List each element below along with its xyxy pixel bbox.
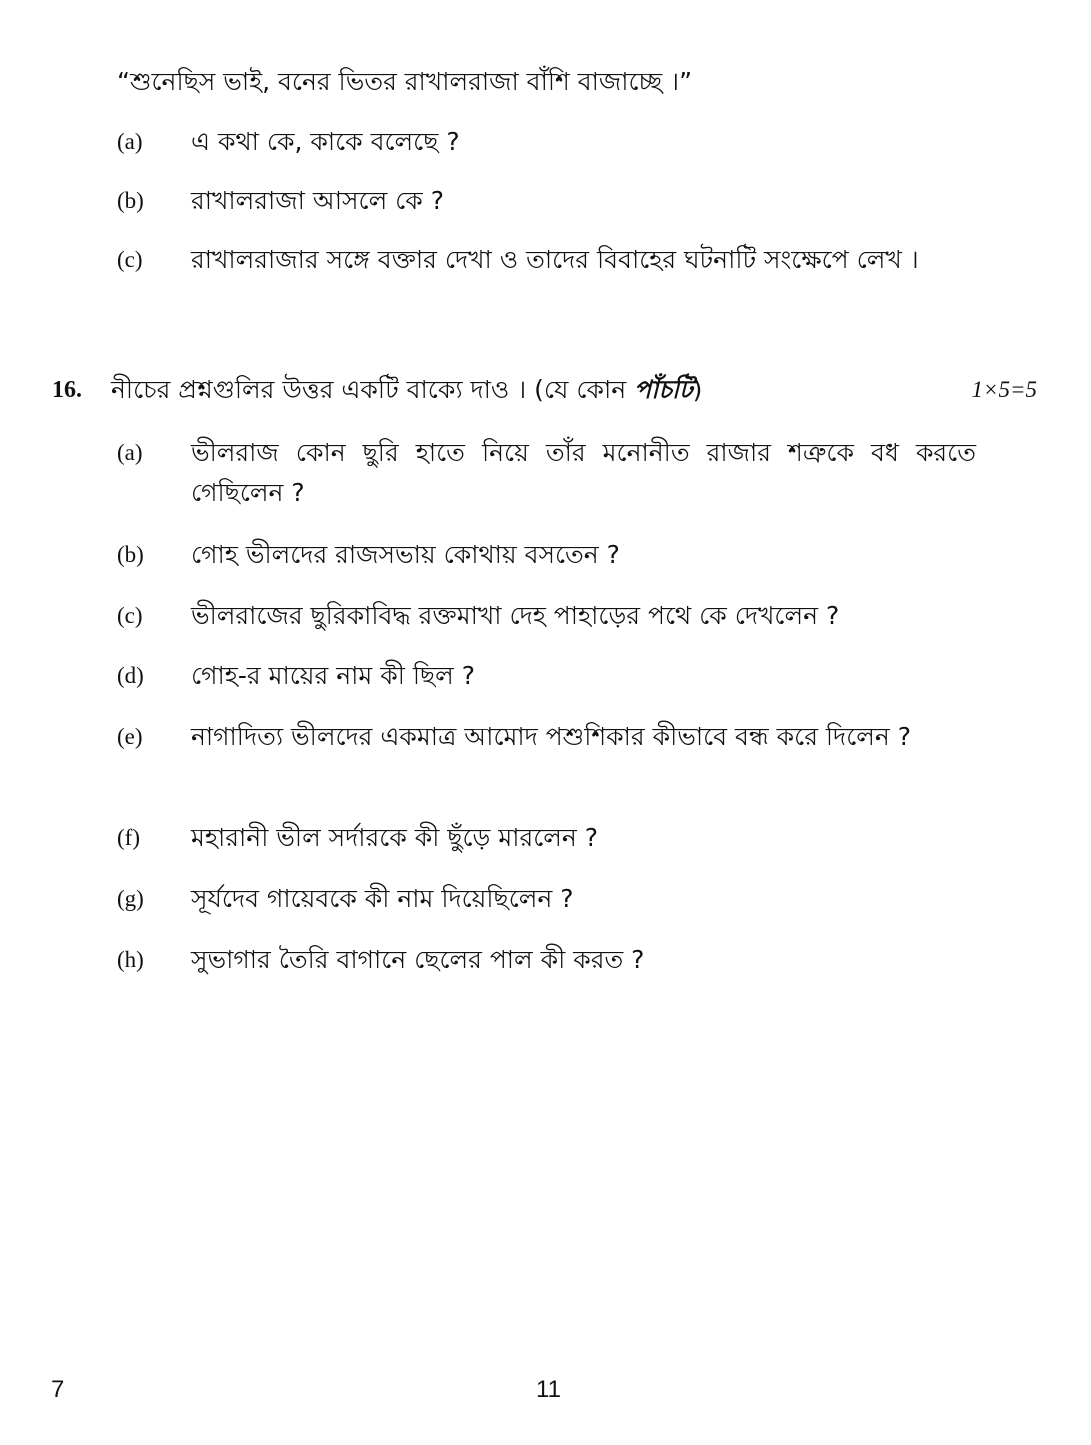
item-label: (c) — [117, 247, 143, 272]
item-text: সুভাগার তৈরি বাগানে ছেলের পাল কী করত ? — [191, 945, 645, 974]
item-label: (d) — [117, 663, 144, 688]
item-text: মহারানী ভীল সর্দারকে কী ছুঁড়ে মারলেন ? — [191, 823, 599, 852]
item-text: এ কথা কে, কাকে বলেছে ? — [191, 127, 460, 156]
instruction-close: ) — [692, 375, 703, 404]
item-label: (c) — [117, 603, 143, 628]
item-label: (f) — [117, 825, 140, 850]
item-text: ভীলরাজের ছুরিকাবিদ্ধ রক্তমাখা দেহ পাহাড়ের পথে কে দেখলেন ? — [191, 601, 840, 630]
paper-code: 7 — [51, 1376, 65, 1403]
item-text: গোহ ভীলদের রাজসভায় কোথায় বসতেন ? — [191, 540, 620, 569]
item-label: (b) — [117, 188, 144, 213]
page-number: 11 — [536, 1376, 561, 1403]
item-text: গোহ-র মায়ের নাম কী ছিল ? — [191, 661, 475, 690]
instruction-emphasis: পাঁচটি — [634, 375, 693, 404]
item-label: (a) — [117, 129, 143, 154]
item-text: নাগাদিত্য ভীলদের একমাত্র আমোদ পশুশিকার কীভাবে বন্ধ করে দিলেন ? — [191, 722, 911, 751]
item-label: (h) — [117, 947, 144, 972]
item-label: (b) — [117, 542, 144, 567]
question-16-header — [52, 370, 1037, 410]
item-text: রাখালরাজার সঙ্গে বক্তার দেখা ও তাদের বিবাহের ঘটনাটি সংক্ষেপে লেখ । — [191, 245, 919, 274]
item-label: (e) — [117, 724, 143, 749]
item-label: (g) — [117, 886, 144, 911]
item-text: সূর্যদেব গায়েবকে কী নাম দিয়েছিলেন ? — [191, 884, 574, 913]
question-instruction — [111, 370, 702, 410]
passage-quote: “শুনেছিস ভাই, বনের ভিতর রাখালরাজা বাঁশি বাজাচ্ছে ।” — [117, 67, 693, 96]
item-text: রাখালরাজা আসলে কে ? — [191, 186, 445, 215]
question-marks: 1×5=5 — [971, 377, 1037, 402]
instruction-text: নীচের প্রশ্নগুলির উত্তর একটি বাক্যে দাও । (যে কোন — [111, 375, 635, 404]
item-label: (a) — [117, 440, 143, 465]
question-number: 16. — [52, 377, 82, 403]
item-text: ভীলরাজ কোন ছুরি হাতে নিয়ে তাঁর মনোনীত রাজার শত্রুকে বধ করতে গেছিলেন ? — [191, 438, 976, 507]
